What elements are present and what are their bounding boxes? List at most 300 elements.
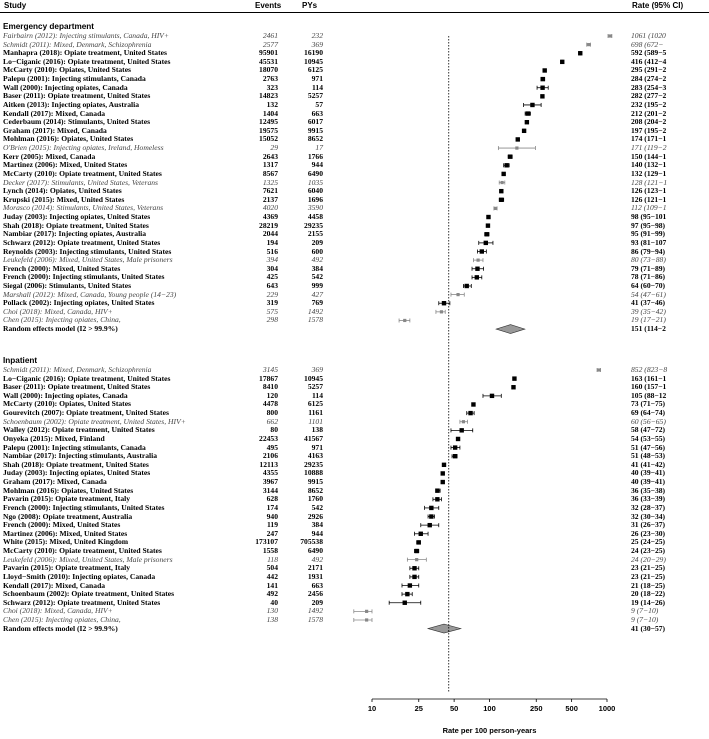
study-label: Schwarz (2012): Opiate treatment, United States <box>3 597 161 607</box>
events-value: 173107 <box>255 537 278 547</box>
pys-value: 944 <box>311 160 323 170</box>
x-tick-label: 1000 <box>598 704 616 713</box>
study-label: Palepu (2001): Injecting stimulants, Canada <box>3 74 146 84</box>
events-value: 8410 <box>262 382 278 392</box>
pys-value: 1578 <box>307 614 323 624</box>
rate-value: 140 (132−1 <box>631 160 667 170</box>
estimate-point <box>440 310 443 313</box>
estimate-point <box>475 275 479 279</box>
rate-value: 41 (37−46) <box>631 298 666 308</box>
rate-value: 128 (121−1 <box>631 177 668 187</box>
rate-value: 36 (35−38) <box>631 485 666 495</box>
pys-value: 369 <box>311 365 323 374</box>
study-label: French (2000): Mixed, United States <box>3 263 121 273</box>
estimate-point <box>429 514 433 518</box>
pys-value: 663 <box>311 580 323 590</box>
x-tick-label: 25 <box>414 704 423 713</box>
estimate-point <box>515 146 518 149</box>
events-value: 120 <box>266 390 278 400</box>
study-label: Siegal (2006): Stimulants, United States <box>3 280 132 290</box>
x-tick-label: 250 <box>530 704 543 713</box>
estimate-point <box>486 215 490 219</box>
rate-value: 26 (23−30) <box>631 528 666 538</box>
estimate-point <box>485 232 489 236</box>
study-label: Marshall (2012): Mixed, Canada, Young people (14−23) <box>3 289 177 299</box>
study-label: Graham (2017): Mixed, Canada <box>3 125 107 135</box>
events-value: 575 <box>266 306 278 316</box>
pys-value: 6125 <box>307 65 323 75</box>
pys-value: 114 <box>312 82 323 92</box>
events-value: 14823 <box>259 91 278 101</box>
events-value: 2137 <box>262 194 278 204</box>
pys-value: 1492 <box>307 606 323 616</box>
events-value: 28219 <box>259 220 278 230</box>
rate-value: 592 (589−5 <box>631 48 667 58</box>
estimate-point <box>525 120 529 124</box>
rate-value: 9 (7−10) <box>631 614 659 624</box>
events-value: 662 <box>266 416 278 426</box>
estimate-point <box>475 267 479 271</box>
rate-value: 97 (95−98) <box>631 220 666 230</box>
estimate-point <box>412 575 416 579</box>
rate-value: 132 (129−1 <box>631 168 667 178</box>
estimate-point <box>408 583 412 587</box>
events-value: 194 <box>266 237 278 247</box>
rate-value: 69 (64−74) <box>631 408 666 418</box>
rate-value: 19 (17−21) <box>631 315 666 325</box>
study-label: Morasco (2014): Stimulants, United States, Veterans <box>3 203 164 213</box>
pys-value: 114 <box>312 390 323 400</box>
pys-value: 971 <box>311 74 323 84</box>
estimate-point <box>578 51 582 55</box>
estimate-point <box>504 163 508 167</box>
estimate-point <box>442 463 446 467</box>
pys-value: 1101 <box>308 416 323 426</box>
x-tick-label: 50 <box>449 704 459 713</box>
section-title: Emergency department <box>3 22 95 31</box>
events-value: 800 <box>266 408 278 418</box>
estimate-point <box>412 566 416 570</box>
summary-label: Random effects model (I2 > 99.9%) <box>3 324 118 334</box>
pys-value: 492 <box>311 255 323 265</box>
study-label: Juday (2003): Injecting opiates, United States <box>3 212 151 222</box>
study-label: Ngo (2008): Opiate treatment, Australia <box>3 511 133 521</box>
pys-value: 2456 <box>307 589 323 599</box>
study-label: Chen (2015): Injecting opiates, China, <box>3 614 121 624</box>
pys-value: 705538 <box>300 537 323 547</box>
estimate-point <box>417 540 421 544</box>
estimate-point <box>560 60 564 64</box>
pys-value: 10945 <box>304 373 323 383</box>
rate-value: 126 (121−1 <box>631 194 667 204</box>
study-label: Choi (2018): Mixed, Canada, HIV+ <box>3 606 113 616</box>
estimate-point <box>365 618 368 621</box>
study-label: White (2015): Mixed, United Kingdom <box>3 537 129 547</box>
events-value: 2577 <box>262 39 278 49</box>
rate-value: 93 (81−107 <box>631 237 667 247</box>
events-value: 12113 <box>259 459 278 469</box>
estimate-point <box>494 207 497 210</box>
estimate-point <box>501 172 505 176</box>
study-label: Walley (2012): Opiate treatment, United States <box>3 425 155 435</box>
study-label: Nambiar (2017): Injecting opiates, Australia <box>3 229 147 239</box>
estimate-point <box>500 181 503 184</box>
study-label: Baser (2011): Opiate treatment, United States <box>3 382 151 392</box>
estimate-point <box>516 137 520 141</box>
pys-value: 57 <box>315 99 323 109</box>
study-label: Manhapra (2018): Opiate treatment, United States <box>3 48 167 58</box>
pys-value: 10888 <box>304 468 323 478</box>
pys-value: 2926 <box>307 511 323 521</box>
events-value: 304 <box>266 263 278 273</box>
estimate-point <box>468 411 472 415</box>
study-label: Fairbairn (2012): Injecting stimulants, Canada, HIV+ <box>3 31 170 40</box>
pys-value: 1931 <box>307 571 323 581</box>
pys-value: 1760 <box>307 494 323 504</box>
estimate-point <box>456 293 459 296</box>
estimate-point <box>508 154 512 158</box>
study-label: Pavarin (2015): Opiate treatment, Italy <box>3 563 131 573</box>
events-value: 8567 <box>262 168 278 178</box>
events-value: 7621 <box>262 186 278 196</box>
study-label: Mohlman (2016): Opiates, United States <box>3 134 134 144</box>
rate-value: 36 (33−39) <box>631 494 666 504</box>
pys-value: 1161 <box>308 408 323 418</box>
events-value: 3144 <box>262 485 278 495</box>
study-label: McCarty (2010): Opiate treatment, United States <box>3 168 162 178</box>
rate-value: 39 (35−42) <box>631 306 666 316</box>
rate-value: 150 (144−1 <box>631 151 667 161</box>
pys-value: 8652 <box>307 485 323 495</box>
events-value: 19575 <box>259 125 278 135</box>
events-value: 643 <box>266 280 278 290</box>
pys-value: 6490 <box>307 168 323 178</box>
events-value: 138 <box>266 614 278 624</box>
events-value: 492 <box>266 589 278 599</box>
events-value: 130 <box>266 606 278 616</box>
estimate-point <box>541 77 545 81</box>
estimate-point <box>456 437 460 441</box>
estimate-point <box>415 558 418 561</box>
pys-value: 4163 <box>307 451 323 461</box>
events-value: 394 <box>266 255 278 265</box>
study-label: Lloyd−Smith (2010): Injecting opiates, Canada <box>3 571 156 581</box>
study-label: Graham (2017): Mixed, Canada <box>3 477 107 487</box>
rate-value: 54 (47−61) <box>631 289 666 299</box>
rate-value: 232 (195−2 <box>631 99 667 109</box>
pys-value: 16190 <box>304 48 323 58</box>
study-label: Kendall (2017): Mixed, Canada <box>3 580 106 590</box>
events-value: 1558 <box>262 546 278 556</box>
rate-value: 208 (204−2 <box>631 117 667 127</box>
pys-value: 5257 <box>307 382 323 392</box>
estimate-point <box>453 454 457 458</box>
pys-value: 427 <box>311 289 323 299</box>
summary-label: Random effects model (I2 > 99.9%) <box>3 623 118 633</box>
rate-value: 32 (30−34) <box>631 511 666 521</box>
pys-value: 944 <box>311 528 323 538</box>
rate-value: 54 (53−55) <box>631 433 666 443</box>
study-label: French (2000): Injecting stimulants, United States <box>3 272 165 282</box>
study-label: French (2000): Injecting stimulants, United States <box>3 502 165 512</box>
summary-diamond <box>428 624 461 633</box>
summary-rate: 151 (114−2 <box>631 324 666 334</box>
rate-value: 23 (21−25) <box>631 563 666 573</box>
rate-value: 25 (24−25) <box>631 537 666 547</box>
study-label: Aitken (2013): Injecting opiates, Australia <box>3 99 140 109</box>
pys-value: 1766 <box>307 151 323 161</box>
rate-value: 41 (41−42) <box>631 459 666 469</box>
study-label: Wall (2000): Injecting opiates, Canada <box>3 82 128 92</box>
events-value: 40 <box>270 597 278 607</box>
events-value: 18070 <box>259 65 278 75</box>
header-events: Events <box>255 1 282 10</box>
study-label: O'Brien (2015): Injecting opiates, Ireland, Homeless <box>3 143 164 153</box>
study-label: Lo−Ciganic (2016): Opiate treatment, United States <box>3 373 171 383</box>
study-label: Pavarin (2015): Opiate treatment, Italy <box>3 494 131 504</box>
estimate-point <box>512 376 516 380</box>
estimate-point <box>465 284 469 288</box>
estimate-point <box>428 523 432 527</box>
pys-value: 209 <box>311 237 323 247</box>
study-label: McCarty (2010): Opiate treatment, United States <box>3 546 162 556</box>
pys-value: 663 <box>311 108 323 118</box>
estimate-point <box>453 445 457 449</box>
study-label: Cederbaum (2014): Stimulants, United States <box>3 117 151 127</box>
rate-value: 40 (39−41) <box>631 468 666 478</box>
rate-value: 51 (48−53) <box>631 451 666 461</box>
header-study: Study <box>4 1 27 10</box>
pys-value: 138 <box>311 425 323 435</box>
events-value: 22453 <box>259 433 278 443</box>
estimate-point <box>441 480 445 484</box>
study-label: Decker (2017): Stimulants, United States, Veterans <box>3 177 159 187</box>
estimate-point <box>403 319 406 322</box>
rate-value: 171 (119−2 <box>631 143 667 153</box>
study-label: Krupski (2015): Mixed, United States <box>3 194 125 204</box>
events-value: 247 <box>266 528 278 538</box>
study-label: McCarty (2010): Opiates, United States <box>3 65 132 75</box>
events-value: 45531 <box>259 56 278 66</box>
study-label: Schmidt (2011): Mixed, Denmark, Schizophrenia <box>3 365 152 374</box>
pys-value: 9915 <box>307 125 323 135</box>
rate-value: 24 (20−29) <box>631 554 666 564</box>
header-rate: Rate (95% CI) <box>632 1 684 10</box>
rate-value: 32 (28−37) <box>631 502 666 512</box>
pys-value: 1696 <box>307 194 323 204</box>
rate-value: 60 (56−65) <box>631 416 666 426</box>
study-label: Shah (2018): Opiate treatment, United States <box>3 459 149 469</box>
estimate-point <box>499 189 503 193</box>
rate-value: 40 (39−41) <box>631 477 666 487</box>
study-label: Leukefeld (2006): Mixed, United States, Male prisoners <box>3 554 173 564</box>
summary-rate: 41 (30−57) <box>631 623 666 633</box>
pys-value: 384 <box>311 520 323 530</box>
study-label: Kerr (2005): Mixed, Canada <box>3 151 96 161</box>
pys-value: 232 <box>311 31 323 40</box>
pys-value: 29235 <box>304 459 323 469</box>
estimate-point <box>499 198 503 202</box>
pys-value: 1492 <box>307 306 323 316</box>
events-value: 132 <box>266 99 278 109</box>
rate-value: 23 (21−25) <box>631 571 666 581</box>
events-value: 174 <box>266 502 278 512</box>
rate-value: 698 (672− <box>631 39 664 49</box>
estimate-point <box>480 249 484 253</box>
rate-value: 284 (274−2 <box>631 74 667 84</box>
pys-value: 971 <box>311 442 323 452</box>
pys-value: 10945 <box>304 56 323 66</box>
events-value: 141 <box>266 580 278 590</box>
events-value: 2643 <box>262 151 278 161</box>
x-axis-label: Rate per 100 person-years <box>442 726 537 735</box>
study-label: Martinez (2006): Mixed, United States <box>3 160 128 170</box>
rate-value: 95 (91−99) <box>631 229 666 239</box>
estimate-point <box>405 592 409 596</box>
pys-value: 384 <box>311 263 323 273</box>
events-value: 2763 <box>262 74 278 84</box>
events-value: 628 <box>266 494 278 504</box>
study-label: Gourevitch (2007): Opiate treatment, United States <box>3 408 169 418</box>
study-label: Pollack (2002): Injecting opiates, United States <box>3 298 155 308</box>
estimate-point <box>435 497 439 501</box>
events-value: 504 <box>266 563 278 573</box>
pys-value: 209 <box>311 597 323 607</box>
study-label: Baser (2011): Opiate treatment, United States <box>3 91 151 101</box>
events-value: 17867 <box>259 373 278 383</box>
pys-value: 17 <box>315 143 323 153</box>
rate-value: 126 (123−1 <box>631 186 667 196</box>
estimate-point <box>441 471 445 475</box>
rate-value: 160 (157−1 <box>631 382 667 392</box>
rate-value: 86 (79−94) <box>631 246 666 256</box>
x-tick-label: 100 <box>483 704 496 713</box>
rate-value: 416 (412−4 <box>631 56 667 66</box>
estimate-point <box>511 385 515 389</box>
estimate-point <box>403 601 407 605</box>
estimate-point <box>490 394 494 398</box>
pys-value: 769 <box>311 298 323 308</box>
pys-value: 492 <box>311 554 323 564</box>
pys-value: 542 <box>311 502 323 512</box>
estimate-point <box>462 420 465 423</box>
rate-value: 9 (7−10) <box>631 606 659 616</box>
events-value: 323 <box>266 82 278 92</box>
study-label: Reynolds (2003): Injecting stimulants, United States <box>3 246 172 256</box>
rate-value: 105 (88−12 <box>631 390 667 400</box>
events-value: 15052 <box>259 134 278 144</box>
study-label: Chen (2015): Injecting opiates, China, <box>3 315 121 325</box>
rate-value: 174 (171−1 <box>631 134 667 144</box>
pys-value: 2171 <box>307 563 323 573</box>
estimate-point <box>442 301 446 305</box>
events-value: 95901 <box>259 48 278 58</box>
events-value: 4369 <box>262 212 278 222</box>
events-value: 1317 <box>262 160 278 170</box>
estimate-point <box>543 68 547 72</box>
events-value: 495 <box>266 442 278 452</box>
pys-value: 2155 <box>307 229 323 239</box>
events-value: 4478 <box>262 399 278 409</box>
study-label: French (2000): Mixed, United States <box>3 520 121 530</box>
pys-value: 3590 <box>307 203 323 213</box>
rate-value: 24 (23−25) <box>631 546 666 556</box>
pys-value: 9915 <box>307 477 323 487</box>
study-label: Schwarz (2012): Opiate treatment, United States <box>3 237 161 247</box>
rate-value: 295 (291−2 <box>631 65 667 75</box>
events-value: 3967 <box>262 477 278 487</box>
rate-value: 1061 (1020 <box>631 31 666 40</box>
events-value: 442 <box>266 571 278 581</box>
rate-value: 98 (95−101 <box>631 212 667 222</box>
study-label: Leukefeld (2006): Mixed, United States, Male prisoners <box>3 255 173 265</box>
x-tick-label: 500 <box>565 704 578 713</box>
study-label: Palepu (2001): Injecting stimulants, Canada <box>3 442 146 452</box>
estimate-point <box>608 34 611 37</box>
rate-value: 852 (823−8 <box>631 365 668 374</box>
estimate-point <box>419 532 423 536</box>
events-value: 2044 <box>262 229 278 239</box>
rate-value: 163 (161−1 <box>631 373 667 383</box>
events-value: 319 <box>266 298 278 308</box>
events-value: 4020 <box>262 203 278 213</box>
study-label: Schmidt (2011): Mixed, Denmark, Schizophrenia <box>3 39 152 49</box>
pys-value: 542 <box>311 272 323 282</box>
events-value: 3145 <box>262 365 278 374</box>
pys-value: 6040 <box>307 186 323 196</box>
estimate-point <box>530 103 534 107</box>
events-value: 119 <box>267 520 278 530</box>
events-value: 1404 <box>262 108 278 118</box>
estimate-point <box>414 549 418 553</box>
events-value: 80 <box>270 425 278 435</box>
rate-value: 78 (71−86) <box>631 272 666 282</box>
estimate-point <box>587 43 590 46</box>
events-value: 2106 <box>262 451 278 461</box>
rate-value: 79 (71−89) <box>631 263 666 273</box>
x-tick-label: 10 <box>367 704 377 713</box>
pys-value: 29235 <box>304 220 323 230</box>
study-label: Juday (2003): Injecting opiates, United States <box>3 468 151 478</box>
rate-value: 64 (60−70) <box>631 280 666 290</box>
study-label: Lo−Ciganic (2016): Opiate treatment, United States <box>3 56 171 66</box>
rate-value: 73 (71−75) <box>631 399 666 409</box>
pys-value: 6017 <box>307 117 323 127</box>
events-value: 516 <box>266 246 278 256</box>
pys-value: 5257 <box>307 91 323 101</box>
events-value: 2461 <box>262 31 278 40</box>
estimate-point <box>522 129 526 133</box>
rate-value: 282 (277−2 <box>631 91 667 101</box>
study-label: Nambiar (2017): Injecting stimulants, Australia <box>3 451 158 461</box>
rate-value: 19 (14−26) <box>631 597 666 607</box>
pys-value: 1578 <box>307 315 323 325</box>
pys-value: 8652 <box>307 134 323 144</box>
events-value: 298 <box>266 315 278 325</box>
study-label: Kendall (2017): Mixed, Canada <box>3 108 106 118</box>
rate-value: 212 (201−2 <box>631 108 667 118</box>
pys-value: 999 <box>311 280 323 290</box>
pys-value: 600 <box>311 246 323 256</box>
rate-value: 283 (254−3 <box>631 82 667 92</box>
section-title: Inpatient <box>3 356 38 365</box>
summary-diamond <box>496 325 525 334</box>
estimate-point <box>435 488 439 492</box>
estimate-point <box>540 94 544 98</box>
estimate-point <box>460 428 464 432</box>
events-value: 4355 <box>262 468 278 478</box>
estimate-point <box>484 241 488 245</box>
